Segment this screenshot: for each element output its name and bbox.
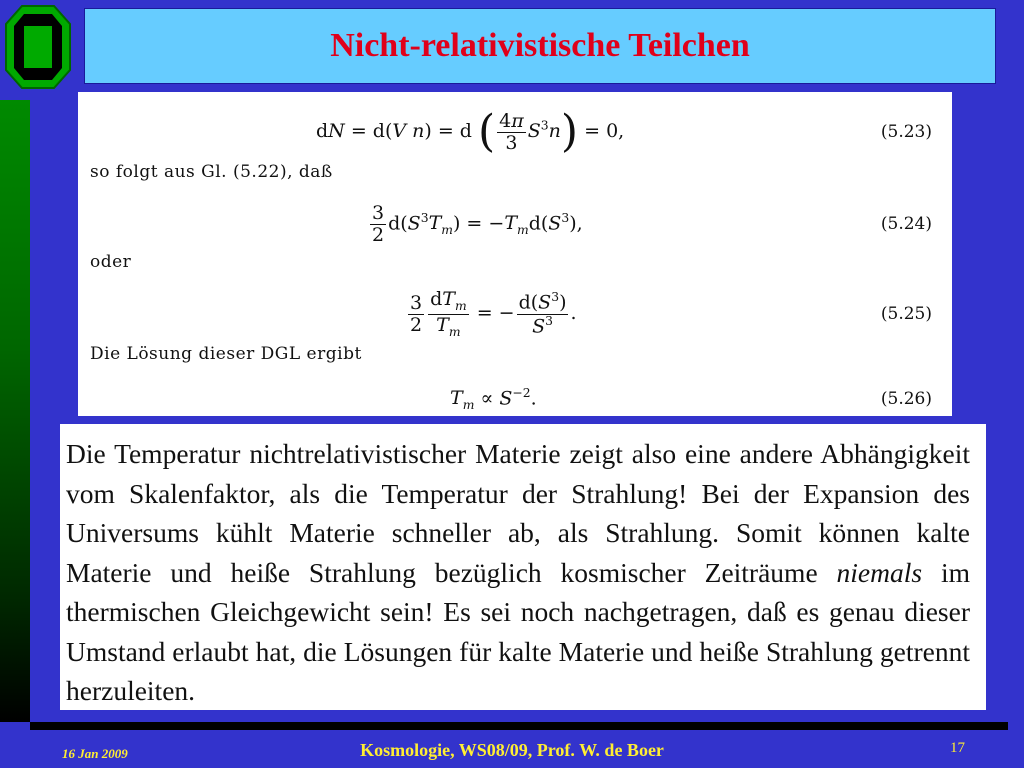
equation-panel	[78, 92, 952, 416]
equation-5-25	[78, 284, 952, 344]
explanation-text-panel	[60, 424, 986, 710]
equation-number: (5.23)	[880, 122, 932, 142]
explanation-paragraph	[66, 434, 970, 711]
paragraph-text-end: im thermischen Gleichgewicht sein! Es sei noch nachgetragen, daß es genau dieser Umstand erlaubt hat, die Lösungen für kalte Materie und heiße Strahlung getrennt herzuleiten.	[66, 556, 970, 706]
equation-formula: $\frac{3}{2}$ $d(S^3T_m) = -T_md(S^3)$,	[372, 201, 583, 246]
equation-number: (5.26)	[880, 389, 932, 409]
slide-title: Nicht-relativistische Teilchen	[330, 27, 750, 64]
equation-formula: $T_m \propto S^{-2}$.	[450, 385, 537, 413]
equation-5-24	[78, 196, 952, 252]
equation-formula: $\frac{3}{2}$ $\frac{dT_m}{T_m}$ = − $\frac{d(S^3)}{S^3}$ .	[410, 288, 577, 339]
university-logo-icon	[4, 4, 72, 90]
equation-5-26	[78, 382, 952, 416]
footer-course: Kosmologie, WS08/09, Prof. W. de Boer	[360, 740, 664, 760]
page-number: 17	[950, 740, 965, 756]
footer-date: 16 Jan 2009	[62, 746, 128, 761]
equation-number: (5.24)	[880, 214, 932, 234]
eq-text-line: Die Lösung dieser DGL ergibt	[90, 344, 362, 364]
paragraph-emphasis: niemals	[836, 556, 923, 588]
eq-text-line: oder	[90, 252, 132, 272]
side-gradient-bar	[0, 100, 30, 722]
equation-5-23	[78, 100, 952, 164]
title-box	[84, 8, 996, 84]
paragraph-text-start: Die Temperatur nichtrelativistischer Materie zeigt also eine andere Abhängigkeit vom Skalenfaktor, als die Temperatur der Strahlung! Bei der Expansion des Universums kühlt Materie schneller ab, als Strahlung. Somit können kalte Materie und heiße Strahlung bezüglich kosmischer Zeiträume	[66, 438, 970, 588]
eq-text-line: so folgt aus Gl. (5.22), daß	[90, 162, 333, 182]
bottom-rule	[30, 722, 1008, 730]
equation-number: (5.25)	[880, 304, 932, 324]
equation-formula: dN = d(V n) = d ( $\frac{4\pi}{3}$ $S^3n) = 0$,	[316, 106, 625, 157]
